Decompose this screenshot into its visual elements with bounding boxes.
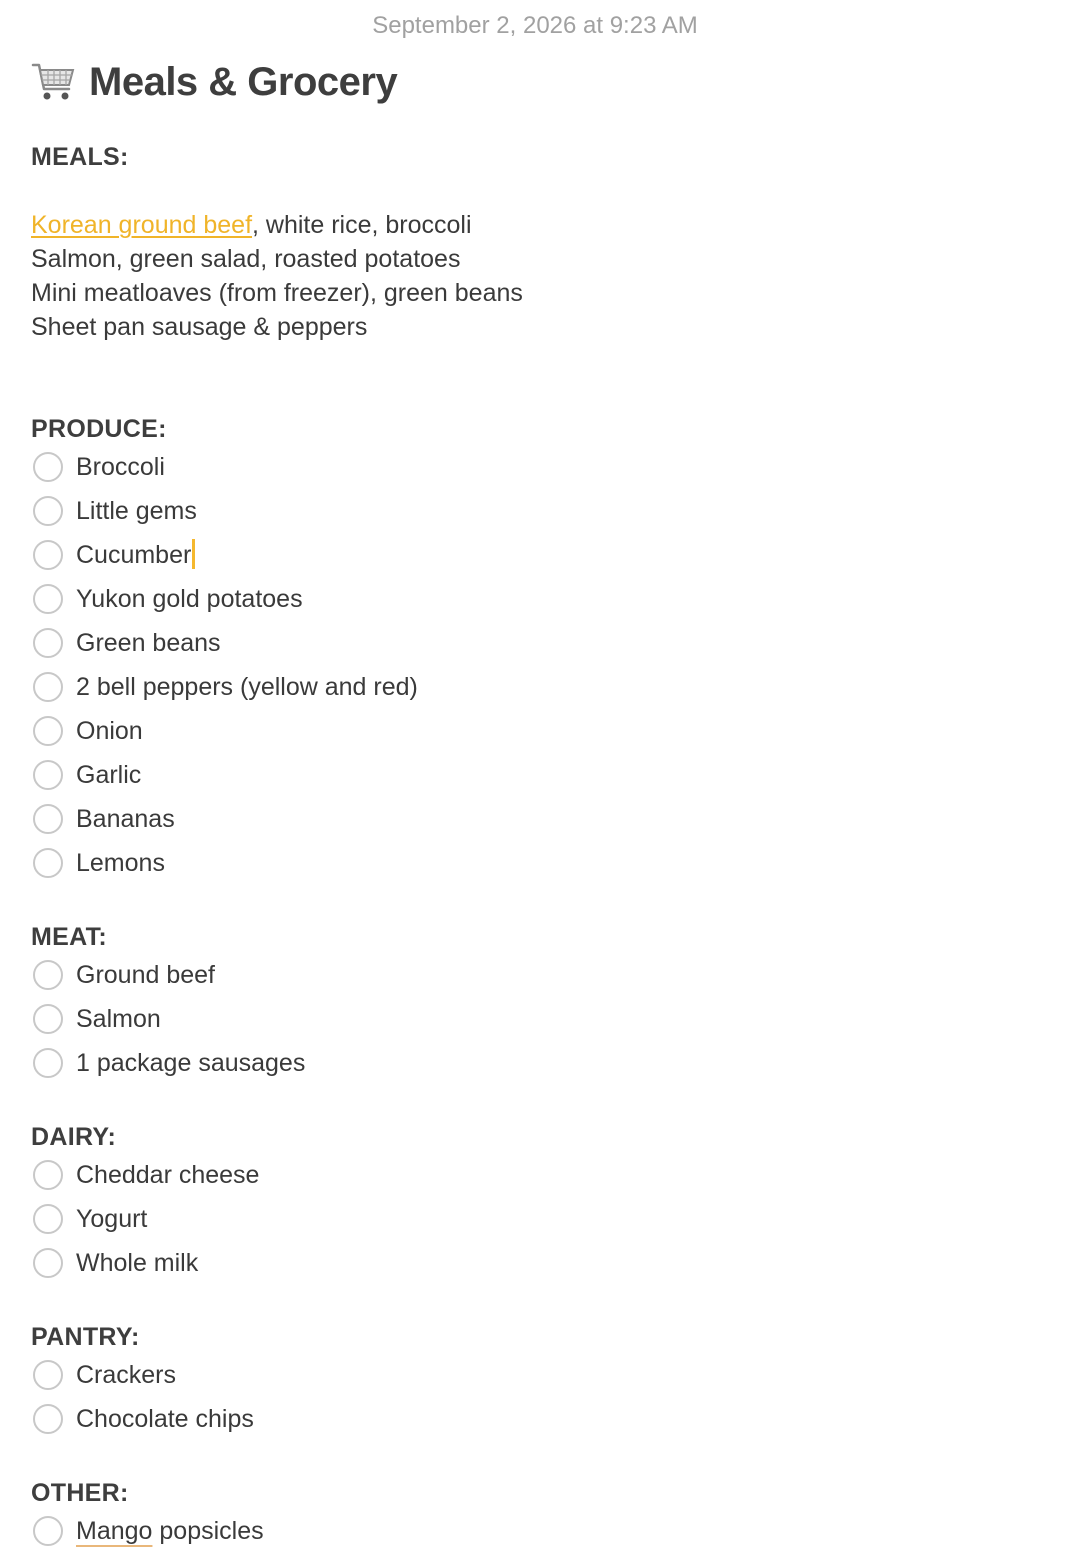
checklist-item-text[interactable]: Yukon gold potatoes — [76, 585, 303, 613]
checklist-item-text[interactable]: Onion — [76, 717, 143, 745]
note-title-row — [31, 57, 397, 107]
checkbox[interactable] — [33, 540, 63, 570]
checklist-item — [31, 843, 165, 883]
checklist-item-text[interactable]: Little gems — [76, 497, 197, 525]
checkbox[interactable] — [33, 1048, 63, 1078]
checklist-item — [31, 955, 215, 995]
checkbox[interactable] — [33, 1204, 63, 1234]
checklist-item — [31, 1511, 264, 1551]
checkbox[interactable] — [33, 452, 63, 482]
checkbox[interactable] — [33, 584, 63, 614]
text-cursor — [192, 539, 195, 569]
checklist-item-text[interactable]: Yogurt — [76, 1205, 148, 1233]
pantry-heading: PANTRY: — [31, 1323, 140, 1351]
checklist-item-text[interactable]: Ground beef — [76, 961, 215, 989]
meal-line: Sheet pan sausage & peppers — [31, 313, 368, 341]
checklist-item — [31, 623, 221, 663]
checklist-item-text[interactable]: Whole milk — [76, 1249, 199, 1277]
checklist-item-text[interactable]: Salmon — [76, 1005, 161, 1033]
note-date: September 2, 2026 at 9:23 AM — [372, 12, 698, 39]
checkbox[interactable] — [33, 496, 63, 526]
checklist-item — [31, 1355, 176, 1395]
checklist-item — [31, 1243, 198, 1283]
checklist-item — [31, 579, 303, 619]
checklist-item — [31, 755, 141, 795]
checklist-item-text[interactable]: Chocolate chips — [76, 1405, 254, 1433]
checklist-item-text-editing[interactable] — [76, 538, 195, 572]
checklist-item — [31, 1155, 259, 1195]
checkbox[interactable] — [33, 760, 63, 790]
checklist-item-text[interactable]: Garlic — [76, 761, 142, 789]
checklist-item — [31, 1043, 305, 1083]
recipe-link[interactable]: Korean ground beef — [31, 211, 253, 239]
checkbox[interactable] — [33, 960, 63, 990]
note-title[interactable]: Meals & Grocery — [89, 59, 398, 104]
checklist-item-text[interactable]: Crackers — [76, 1361, 177, 1389]
checklist-item-text[interactable]: 2 bell peppers (yellow and red) — [76, 673, 418, 701]
shopping-cart-icon — [31, 59, 77, 105]
checkbox[interactable] — [33, 848, 63, 878]
checkbox[interactable] — [33, 672, 63, 702]
checkbox[interactable] — [33, 1004, 63, 1034]
checklist-item — [31, 447, 165, 487]
checkbox[interactable] — [33, 1516, 63, 1546]
produce-heading: PRODUCE: — [31, 415, 167, 443]
checklist-item — [31, 711, 143, 751]
checklist-item — [31, 667, 418, 707]
meal-line: Mini meatloaves (from freezer), green beans — [31, 279, 523, 307]
checklist-item — [31, 535, 195, 575]
checklist-item-text[interactable]: Cheddar cheese — [76, 1161, 260, 1189]
meal-line — [31, 208, 472, 242]
checklist-item — [31, 1199, 147, 1239]
checklist-item-text[interactable]: Bananas — [76, 805, 175, 833]
checklist-item-text[interactable]: Green beans — [76, 629, 221, 657]
misspelled-word[interactable]: Mango — [76, 1517, 153, 1545]
checklist-item — [31, 999, 161, 1039]
checklist-item-text[interactable]: 1 package sausages — [76, 1049, 306, 1077]
checklist-item-text[interactable]: Broccoli — [76, 453, 165, 481]
checkbox[interactable] — [33, 1248, 63, 1278]
checklist-item-text[interactable] — [76, 1514, 264, 1548]
meal-line-text: , white rice, broccoli — [252, 211, 472, 239]
checkbox[interactable] — [33, 1360, 63, 1390]
meat-heading: MEAT: — [31, 923, 108, 951]
meal-line: Salmon, green salad, roasted potatoes — [31, 245, 461, 273]
meals-heading: MEALS: — [31, 143, 129, 171]
checklist-item-text[interactable]: Lemons — [76, 849, 165, 877]
checklist-item — [31, 799, 175, 839]
checkbox[interactable] — [33, 1404, 63, 1434]
checklist-item — [31, 491, 197, 531]
checklist-item — [31, 1399, 254, 1439]
checkbox[interactable] — [33, 804, 63, 834]
checkbox[interactable] — [33, 628, 63, 658]
dairy-heading: DAIRY: — [31, 1123, 117, 1151]
checklist-item-text: Cucumber — [76, 541, 192, 569]
checkbox[interactable] — [33, 1160, 63, 1190]
checkbox[interactable] — [33, 716, 63, 746]
checklist-item-text-rest: popsicles — [152, 1517, 264, 1545]
other-heading: OTHER: — [31, 1479, 129, 1507]
